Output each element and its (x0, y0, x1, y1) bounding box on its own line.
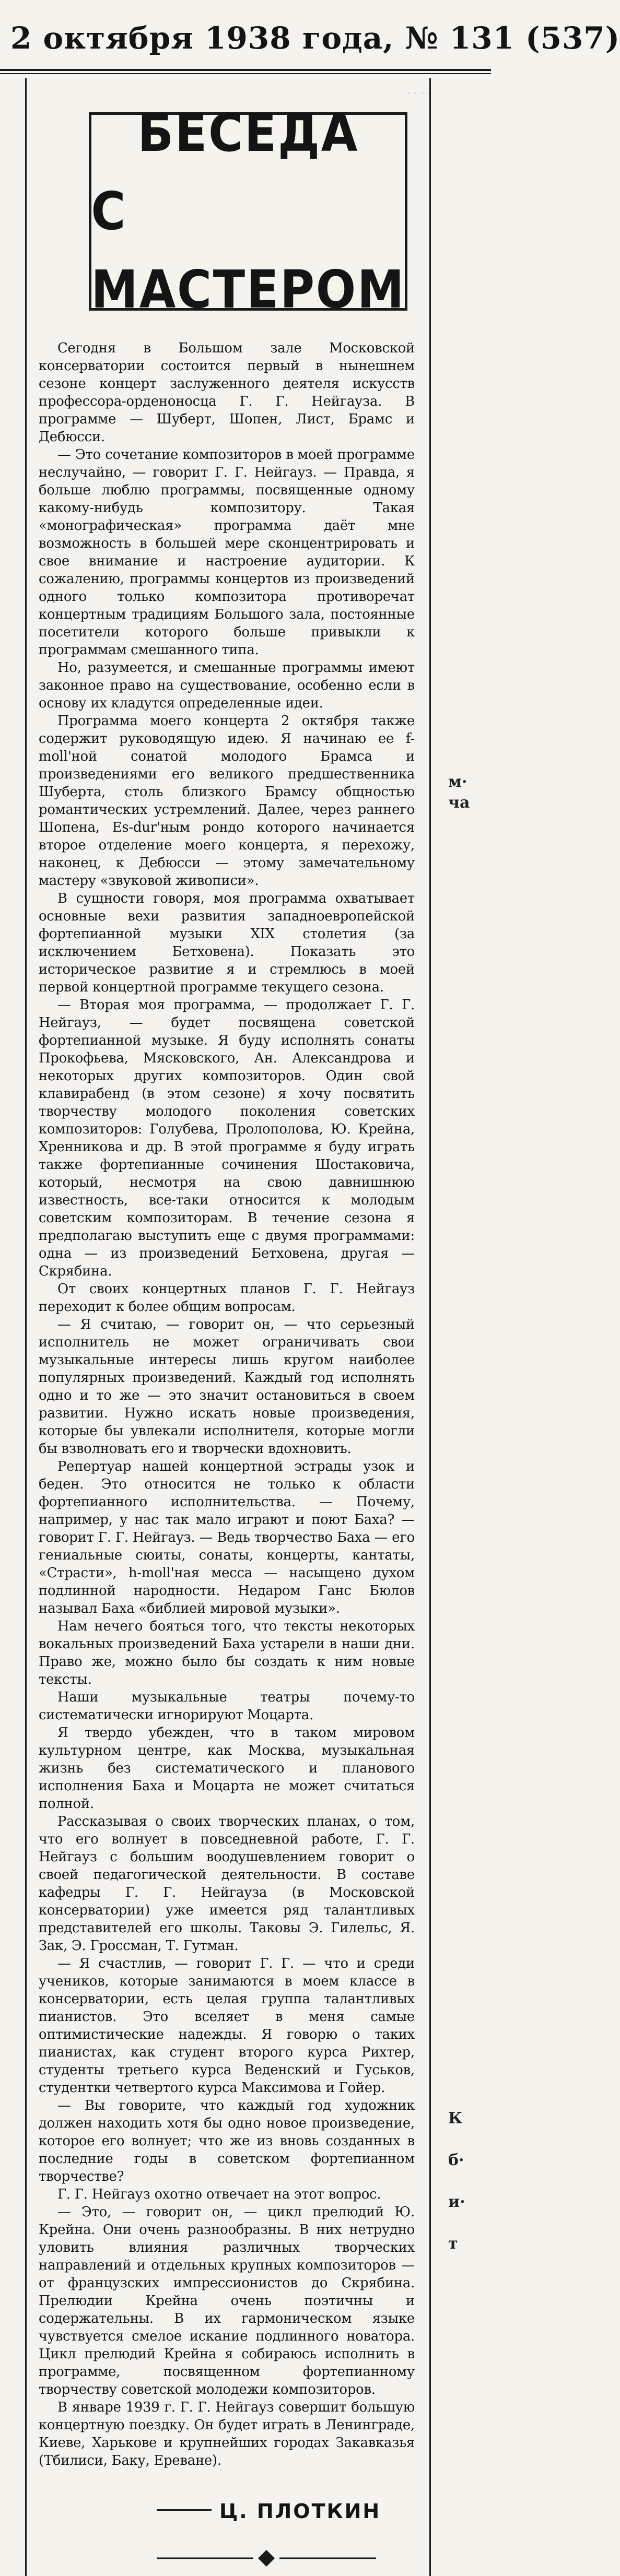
article-paragraph: Г. Г. Нейгауз охотно отвечает на этот вопрос. (57, 2187, 381, 2202)
dateline: 2 октября 1938 года, № 131 (537) (10, 20, 620, 56)
article-body (39, 339, 415, 2469)
article-paragraph: Но, разумеется, и смешанные программы имеют законное право на существование, особенно если в основу их кладутся определенные идеи. (39, 660, 415, 711)
article-title-line-2: С МАСТЕРОМ (91, 181, 405, 320)
article-paragraph: — Это сочетание композиторов в моей программе неслучайно, — говорит Г. Г. Нейгауз. — Правда, я больше люблю программы, посвященные одному какому-нибудь композитору. Такая «монографическая» программа даёт мне возможность в большей мере сконцентрировать и свое внимание и настроение аудитории. К сожалению, программы концертов из произведений одного только композитора противоречат концертным традициям Большого зала, постоянные посетители которого больше привыкли к программам смешанного типа. (39, 447, 415, 658)
article-paragraph: Нам нечего бояться того, что тексты некоторых вокальных произведений Баха устарели в наши дни. Право же, можно было бы создать к ним новые тексты. (39, 1618, 415, 1687)
column-rule-right (429, 78, 431, 2576)
article-paragraph: В январе 1939 г. Г. Г. Нейгауз совершит большую концертную поездку. Он будет играть в Ленинграде, Киеве, Харькове и крупнейших городах Закавказья (Тбилиси, Баку, Ереване). (39, 2400, 415, 2468)
end-ornament (157, 2548, 376, 2569)
article-paragraph: — Это, — говорит он, — цикл прелюдий Ю. Крейна. Они очень разнообразны. В них нетрудно уловить влияния различных творческих направлений и отдельных крупных композиторов — от французских импрессионистов до Скрябина. Прелюдии Крейна очень поэтичны и содержательны. В их гармоническом языке чувствуется смелое искание подлинного новатора. Цикл прелюдий Крейна я собираюсь исполнить в программе, посвященном фортепианному творчеству советской молодежи композиторов. (39, 2204, 415, 2397)
signature-dash (157, 2509, 212, 2511)
article-paragraph: — Я считаю, — говорит он, — что серьезный исполнитель не может ограничивать свои музыкальные интересы лишь кругом наиболее популярных произведений. Каждый год исполнять одно и то же — это значит остановиться в своем развитии. Нужно искать новые произведения, которые бы увлекали исполнителя, которые могли бы взволновать его и творчески вдохновить. (39, 1317, 415, 1457)
header-rule-thin (0, 73, 491, 74)
author-signature: Ц. ПЛОТКИН (219, 2500, 381, 2523)
bleed-through-text: · · · · (407, 87, 431, 99)
adjacent-column-fragment: м· (448, 773, 467, 791)
article-paragraph: Рассказывая о своих творческих планах, о том, что его волнует в повседневной работе, Г. Г. Нейгауз с большим воодушевлением говорит о своей педагогической деятельности. В составе кафедры Г. Г. Нейгауза (в Московской консерватории) уже имеется ряд талантливых представителей его школы. Таковы Э. Гилельс, Я. Зак, Э. Гроссман, Т. Гутман. (39, 1814, 415, 1954)
article-paragraph: Репертуар нашей концертной эстрады узок и беден. Это относится не только к области фортепианного исполнительства. — Почему, например, у нас так мало играют и поют Баха? — говорит Г. Г. Нейгауз. — Ведь творчество Баха — его гениальные сюиты, сонаты, концерты, кантаты, «Страсти», h-moll'ная месса — насыщено духом подлинной народности. Недаром Ганс Бюлов называл Баха «библией мировой музыки». (39, 1459, 415, 1616)
article-paragraph: От своих концертных планов Г. Г. Нейгауз переходит к более общим вопросам. (39, 1281, 415, 1315)
header-rule (0, 69, 491, 71)
article-paragraph: В сущности говоря, моя программа охватывает основные вехи развития западноевропейской фортепианной музыки XIX столетия (за исключением Бетховена). Показать это историческое развитие я и стремлюсь в моей первой концертной программе текущего сезона. (39, 891, 415, 995)
article-title-box (89, 102, 407, 320)
adjacent-column-fragment: т (448, 2235, 458, 2253)
adjacent-column-fragment: ча (448, 794, 470, 812)
article-paragraph: — Я счастлив, — говорит Г. Г. — что и среди учеников, которые занимаются в моем классе в консерватории, есть целая группа талантливых пианистов. Это вселяет в меня самые оптимистические надежды. Я говорю о таких пианистах, как студент второго курса Рихтер, студенты третьего курса Веденский и Гуськов, студентки четвертого курса Максимова и Гойер. (39, 1956, 415, 2096)
article-title-line-1: БЕСЕДА (137, 102, 359, 163)
adjacent-column-fragment: б· (448, 2151, 464, 2169)
article-paragraph: — Вы говорите, что каждый год художник должен находить хотя бы одно новое произведение, которое его волнует; что же из вновь созданных в последние годы в советском фортепианном творчестве? (39, 2098, 415, 2184)
article-paragraph: Я твердо убежден, что в таком мировом культурном центре, как Москва, музыкальная жизнь без систематического и планового исполнения Баха и Моцарта не может считаться полной. (39, 1725, 415, 1812)
adjacent-column-fragment: К (448, 2109, 463, 2128)
article-paragraph: Программа моего концерта 2 октября также содержит руководящую идею. Я начинаю ее f-moll'ной сонатой молодого Брамса и произведениями его великого предшественника Шуберта, столь близкого Брамсу общностью романтических устремлений. Далее, через раннего Шопена, Es-dur'ным рондо которого начинается второе отделение моего концерта, я перехожу, наконец, к Дебюсси — этому замечательному мастеру «звуковой живописи». (39, 713, 415, 889)
article-paragraph: Сегодня в Большом зале Московской консерватории состоится первый в нынешнем сезоне концерт заслуженного деятеля искусств профессора-орденоносца Г. Г. Нейгауза. В программе — Шуберт, Шопен, Лист, Брамс и Дебюсси. (39, 340, 415, 445)
article-paragraph: — Вторая моя программа, — продолжает Г. Г. Нейгауз, — будет посвящена советской фортепианной музыке. Я буду исполнять сонаты Прокофьева, Мясковского, Ан. Александрова и некоторых других композиторов. Один свой клавирабенд (в этом сезоне) я хочу посвятить творчеству молодого поколения советских композиторов: Голубева, Пролополова, Ю. Крейна, Хренникова и др. В этой программе я буду играть также фортепианные сочинения Шостаковича, который, несмотря на свою давнишнюю известность, все-таки относится к молодым советским композиторам. В течение сезона я предполагаю выступить еще с двумя программами: одна — из произведений Бетховена, другая — Скрябина. (39, 997, 415, 1279)
column-rule-left (25, 78, 27, 2576)
adjacent-column-fragment: и· (448, 2193, 465, 2211)
article-paragraph: Наши музыкальные театры почему-то систематически игнорируют Моцарта. (39, 1689, 415, 1723)
